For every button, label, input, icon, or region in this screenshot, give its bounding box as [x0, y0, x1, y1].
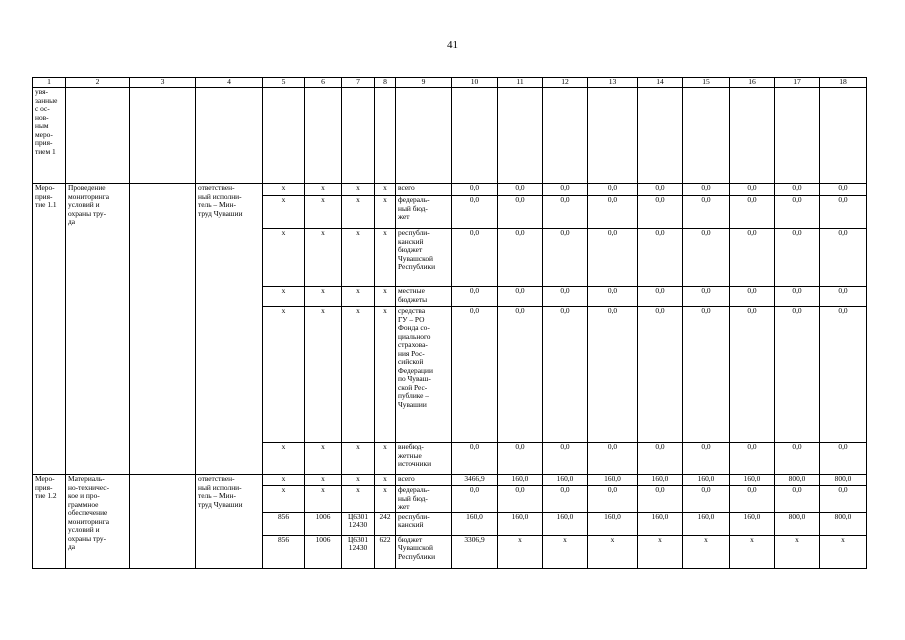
funding-source: внебюд- жетные источники	[396, 443, 452, 475]
value-cell: 0,0	[638, 229, 683, 287]
value-cell: 0,0	[820, 307, 867, 443]
value-cell: 160,0	[730, 512, 775, 535]
value-cell: 0,0	[498, 307, 543, 443]
value-cell: 3466,9	[452, 475, 498, 486]
value-cell: 160,0	[543, 475, 588, 486]
measure-title: Материаль- но-техничес- кое и про- граммное обеспечение мониторинга условий и охраны тру- да	[66, 475, 130, 569]
code-cell: x	[375, 475, 396, 486]
value-cell: 0,0	[498, 287, 543, 307]
value-cell: 0,0	[543, 196, 588, 229]
column-header-12: 12	[543, 78, 588, 88]
value-cell: 160,0	[683, 475, 730, 486]
value-cell: x	[543, 535, 588, 568]
value-cell: 0,0	[498, 196, 543, 229]
code-cell: x	[305, 196, 342, 229]
value-cell: x	[498, 535, 543, 568]
measure-title: Проведение мониторинга условий и охраны тру- да	[66, 184, 130, 475]
measure-number: Меро- прия- тие 1.1	[33, 184, 66, 475]
funding-source: федераль- ный бюд- жет	[396, 196, 452, 229]
code-cell: x	[263, 443, 305, 475]
value-cell: 0,0	[498, 486, 543, 513]
code-cell: x	[263, 486, 305, 513]
code-cell: Ц6301 12430	[342, 512, 375, 535]
value-cell: 0,0	[588, 196, 638, 229]
column-header-6: 6	[305, 78, 342, 88]
value-cell: 800,0	[775, 512, 820, 535]
value-cell: 0,0	[820, 443, 867, 475]
value-cell: 0,0	[543, 184, 588, 196]
code-cell: x	[375, 443, 396, 475]
value-cell: 0,0	[588, 307, 638, 443]
code-cell: x	[305, 287, 342, 307]
value-cell: 3306,9	[452, 535, 498, 568]
code-cell: x	[263, 196, 305, 229]
column-header-4: 4	[196, 78, 263, 88]
value-cell: 0,0	[543, 307, 588, 443]
value-cell: 0,0	[452, 287, 498, 307]
value-cell: 0,0	[730, 196, 775, 229]
column-header-10: 10	[452, 78, 498, 88]
code-cell: x	[305, 229, 342, 287]
column-header-1: 1	[33, 78, 66, 88]
funding-source: средства ГУ – РО Фонда со- циального страхова- ния Рос- сийской Федерации по Чуваш- ской Рес- публике – Чувашии	[396, 307, 452, 443]
value-cell: 0,0	[683, 287, 730, 307]
measure-empty	[130, 184, 196, 475]
column-header-3: 3	[130, 78, 196, 88]
measure-empty	[130, 475, 196, 569]
value-cell: 0,0	[498, 229, 543, 287]
code-cell: x	[305, 184, 342, 196]
column-header-13: 13	[588, 78, 638, 88]
value-cell: 0,0	[775, 287, 820, 307]
funding-source: федераль- ный бюд- жет	[396, 486, 452, 513]
value-cell: 0,0	[683, 307, 730, 443]
value-cell: 0,0	[638, 307, 683, 443]
value-cell: 0,0	[730, 486, 775, 513]
value-cell: 0,0	[452, 443, 498, 475]
value-cell: 0,0	[452, 486, 498, 513]
code-cell: x	[375, 307, 396, 443]
value-cell: 0,0	[498, 443, 543, 475]
value-cell: 0,0	[775, 229, 820, 287]
code-cell: x	[342, 196, 375, 229]
page-number: 41	[447, 39, 458, 51]
column-header-11: 11	[498, 78, 543, 88]
code-cell: x	[263, 475, 305, 486]
value-cell: 160,0	[588, 475, 638, 486]
value-cell: 160,0	[543, 512, 588, 535]
code-cell: 1006	[305, 535, 342, 568]
value-cell: 0,0	[638, 287, 683, 307]
value-cell: 0,0	[452, 184, 498, 196]
value-cell: 0,0	[588, 229, 638, 287]
code-cell: x	[342, 229, 375, 287]
code-cell: x	[305, 443, 342, 475]
value-cell: 0,0	[638, 443, 683, 475]
measure-executor: ответствен- ный исполни- тель – Мин- труд Чувашии	[196, 475, 263, 569]
column-header-16: 16	[730, 78, 775, 88]
code-cell: x	[342, 184, 375, 196]
code-cell: 856	[263, 512, 305, 535]
code-cell: x	[375, 184, 396, 196]
measure-executor: ответствен- ный исполни- тель – Мин- труд Чувашии	[196, 184, 263, 475]
value-cell: 160,0	[588, 512, 638, 535]
table-row	[33, 475, 867, 486]
value-cell: x	[638, 535, 683, 568]
value-cell: 0,0	[543, 229, 588, 287]
code-cell: x	[305, 486, 342, 513]
continuation-row	[33, 88, 867, 184]
funding-source: всего	[396, 184, 452, 196]
value-cell: 0,0	[638, 196, 683, 229]
column-header-18: 18	[820, 78, 867, 88]
value-cell: 0,0	[638, 184, 683, 196]
continuation-label: увя- занные с ос- нов- ным меро- прия- тием 1	[33, 88, 66, 184]
code-cell: x	[375, 486, 396, 513]
value-cell: 160,0	[638, 512, 683, 535]
value-cell: 0,0	[683, 184, 730, 196]
value-cell: x	[775, 535, 820, 568]
value-cell: 0,0	[452, 229, 498, 287]
value-cell: 0,0	[683, 486, 730, 513]
value-cell: 0,0	[452, 196, 498, 229]
code-cell: x	[263, 229, 305, 287]
code-cell: x	[342, 486, 375, 513]
value-cell: 0,0	[775, 196, 820, 229]
funding-source: всего	[396, 475, 452, 486]
code-cell: x	[263, 287, 305, 307]
funding-source: республи- канский	[396, 512, 452, 535]
value-cell: 160,0	[638, 475, 683, 486]
value-cell: 160,0	[498, 475, 543, 486]
value-cell: 0,0	[820, 184, 867, 196]
value-cell: 0,0	[730, 307, 775, 443]
code-cell: x	[375, 287, 396, 307]
column-header-14: 14	[638, 78, 683, 88]
value-cell: 0,0	[683, 229, 730, 287]
value-cell: 0,0	[775, 486, 820, 513]
code-cell: x	[342, 307, 375, 443]
value-cell: 800,0	[820, 512, 867, 535]
value-cell: 0,0	[498, 184, 543, 196]
code-cell: x	[375, 229, 396, 287]
value-cell: 0,0	[730, 287, 775, 307]
column-header-15: 15	[683, 78, 730, 88]
code-cell: 622	[375, 535, 396, 568]
value-cell: 160,0	[683, 512, 730, 535]
value-cell: 0,0	[588, 486, 638, 513]
code-cell: x	[375, 196, 396, 229]
table-row	[33, 184, 867, 196]
value-cell: 160,0	[452, 512, 498, 535]
column-header-2: 2	[66, 78, 130, 88]
value-cell: 0,0	[820, 287, 867, 307]
code-cell: Ц6301 12430	[342, 535, 375, 568]
measure-number: Меро- прия- тие 1.2	[33, 475, 66, 569]
value-cell: 800,0	[820, 475, 867, 486]
code-cell: x	[342, 443, 375, 475]
value-cell: x	[588, 535, 638, 568]
value-cell: 0,0	[775, 184, 820, 196]
code-cell: x	[263, 307, 305, 443]
budget-table	[32, 77, 867, 569]
value-cell: 0,0	[543, 287, 588, 307]
code-cell: x	[342, 475, 375, 486]
value-cell: 0,0	[820, 229, 867, 287]
value-cell: 0,0	[820, 486, 867, 513]
value-cell: 0,0	[730, 443, 775, 475]
code-cell: 242	[375, 512, 396, 535]
code-cell: 1006	[305, 512, 342, 535]
value-cell: 0,0	[683, 443, 730, 475]
funding-source: местные бюджеты	[396, 287, 452, 307]
code-cell: x	[342, 287, 375, 307]
value-cell: 160,0	[498, 512, 543, 535]
header-row	[33, 78, 867, 88]
code-cell: x	[305, 307, 342, 443]
value-cell: 0,0	[730, 229, 775, 287]
code-cell: 856	[263, 535, 305, 568]
column-header-17: 17	[775, 78, 820, 88]
value-cell: 0,0	[775, 307, 820, 443]
funding-source: бюджет Чувашской Республики	[396, 535, 452, 568]
value-cell: 0,0	[775, 443, 820, 475]
value-cell: 0,0	[638, 486, 683, 513]
value-cell: x	[820, 535, 867, 568]
value-cell: 0,0	[452, 307, 498, 443]
column-header-5: 5	[263, 78, 305, 88]
funding-source: республи- канский бюджет Чувашской Республики	[396, 229, 452, 287]
column-header-7: 7	[342, 78, 375, 88]
value-cell: 160,0	[730, 475, 775, 486]
value-cell: 0,0	[820, 196, 867, 229]
code-cell: x	[263, 184, 305, 196]
value-cell: 0,0	[683, 196, 730, 229]
value-cell: 800,0	[775, 475, 820, 486]
code-cell: x	[305, 475, 342, 486]
value-cell: 0,0	[588, 287, 638, 307]
value-cell: x	[730, 535, 775, 568]
column-header-8: 8	[375, 78, 396, 88]
column-header-9: 9	[396, 78, 452, 88]
value-cell: 0,0	[588, 184, 638, 196]
value-cell: 0,0	[588, 443, 638, 475]
value-cell: 0,0	[730, 184, 775, 196]
value-cell: x	[683, 535, 730, 568]
value-cell: 0,0	[543, 486, 588, 513]
value-cell: 0,0	[543, 443, 588, 475]
